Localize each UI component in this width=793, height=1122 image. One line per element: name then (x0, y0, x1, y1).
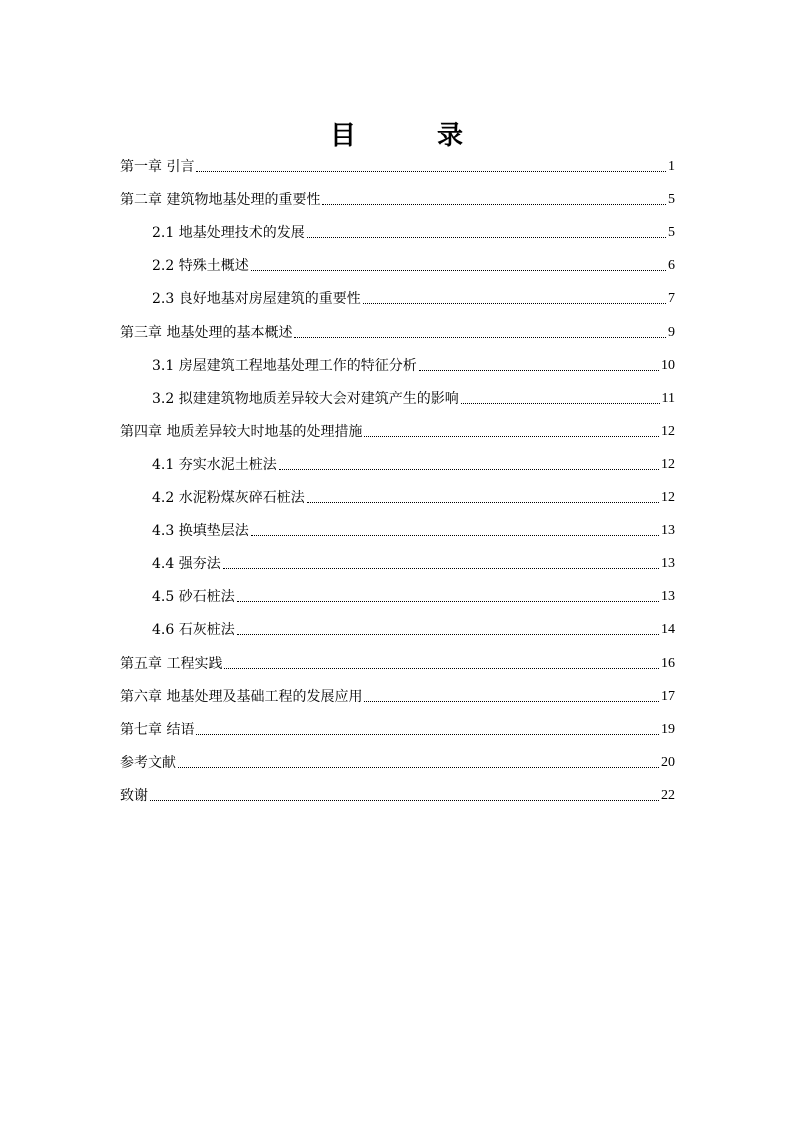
toc-page-number: 17 (661, 688, 675, 704)
toc-entry-label: 参考文献 (120, 754, 176, 771)
toc-entry-label: 第一章 引言 (120, 159, 195, 176)
toc-entry-label: 4.1 夯实水泥土桩法 (152, 456, 277, 473)
toc-page-number: 7 (668, 291, 675, 307)
toc-page-number: 14 (661, 622, 675, 638)
toc-dot-leader (294, 337, 666, 338)
toc-entry-label: 3.1 房屋建筑工程地基处理工作的特征分析 (152, 357, 417, 374)
toc-dot-leader (196, 171, 666, 172)
toc-dot-leader (307, 237, 666, 238)
toc-dot-leader (224, 668, 659, 669)
toc-entry[interactable] (120, 143, 675, 176)
toc-entry[interactable] (120, 673, 675, 706)
page-title: 目 录 (329, 121, 500, 152)
toc-page-number: 12 (661, 423, 675, 439)
toc-dot-leader (364, 701, 659, 702)
toc-entry-label: 第七章 结语 (120, 721, 195, 738)
toc-page-number: 19 (661, 721, 675, 737)
toc-entry[interactable] (120, 540, 675, 573)
toc-entry[interactable] (120, 342, 675, 375)
toc-dot-leader (251, 270, 666, 271)
toc-dot-leader (307, 502, 659, 503)
toc-dot-leader (251, 535, 659, 536)
toc-entry[interactable] (120, 176, 675, 209)
toc-entry-label: 3.2 拟建建筑物地质差异较大会对建筑产生的影响 (152, 390, 459, 407)
toc-page-number: 5 (668, 192, 675, 208)
toc-entry[interactable] (120, 606, 675, 639)
toc-page-number: 22 (661, 787, 675, 803)
toc-entry[interactable] (120, 308, 675, 341)
toc-page-number: 12 (661, 490, 675, 506)
toc-entry-label: 4.3 换填垫层法 (152, 523, 249, 540)
toc-entry-label: 第五章 工程实践 (120, 655, 223, 672)
toc-entry-label: 4.2 水泥粉煤灰碎石桩法 (152, 490, 305, 507)
toc-entry-label: 4.6 石灰桩法 (152, 622, 235, 639)
toc-entry-label: 第二章 建筑物地基处理的重要性 (120, 192, 321, 209)
toc-page-number: 12 (661, 456, 675, 472)
toc-page-number: 9 (668, 324, 675, 340)
toc-entry[interactable] (120, 639, 675, 672)
toc-page-number: 13 (661, 523, 675, 539)
toc-entry-label: 致谢 (120, 787, 148, 804)
toc-dot-leader (237, 601, 659, 602)
toc-entry[interactable] (120, 573, 675, 606)
toc-entry[interactable] (120, 242, 675, 275)
toc-dot-leader (178, 767, 659, 768)
toc-page-number: 1 (668, 159, 675, 175)
toc-dot-leader (461, 403, 660, 404)
toc-dot-leader (419, 370, 659, 371)
toc-page-number: 20 (661, 754, 675, 770)
toc-page-number: 11 (661, 390, 675, 406)
toc-entry-label: 第四章 地质差异较大时地基的处理措施 (120, 423, 363, 440)
toc-entry-label: 4.4 强夯法 (152, 556, 221, 573)
toc-entry-label: 4.5 砂石桩法 (152, 589, 235, 606)
toc-entry[interactable] (120, 275, 675, 308)
toc-entry-label: 2.1 地基处理技术的发展 (152, 225, 305, 242)
toc-page-number: 6 (668, 258, 675, 274)
toc-entry-label: 第三章 地基处理的基本概述 (120, 324, 293, 341)
toc-dot-leader (237, 634, 659, 635)
toc-entry[interactable] (120, 739, 675, 772)
toc-dot-leader (196, 734, 659, 735)
toc-page-number: 16 (661, 655, 675, 671)
toc-entry-label: 2.3 良好地基对房屋建筑的重要性 (152, 291, 361, 308)
toc-page-number: 13 (661, 556, 675, 572)
toc-entry[interactable] (120, 441, 675, 474)
toc-dot-leader (364, 436, 659, 437)
toc-entry-label: 第六章 地基处理及基础工程的发展应用 (120, 688, 363, 705)
toc-page-number: 13 (661, 589, 675, 605)
toc-entry[interactable] (120, 706, 675, 739)
toc-dot-leader (223, 568, 659, 569)
toc-entry[interactable] (120, 375, 675, 408)
toc-entry[interactable] (120, 474, 675, 507)
toc-dot-leader (279, 469, 659, 470)
toc-entry[interactable] (120, 408, 675, 441)
toc-page-number: 10 (661, 357, 675, 373)
table-of-contents (120, 143, 675, 805)
toc-dot-leader (322, 204, 666, 205)
toc-entry-label: 2.2 特殊土概述 (152, 258, 249, 275)
toc-page-number: 5 (668, 225, 675, 241)
toc-entry[interactable] (120, 507, 675, 540)
toc-entry[interactable] (120, 772, 675, 805)
toc-dot-leader (150, 800, 659, 801)
toc-entry[interactable] (120, 209, 675, 242)
toc-dot-leader (363, 303, 666, 304)
